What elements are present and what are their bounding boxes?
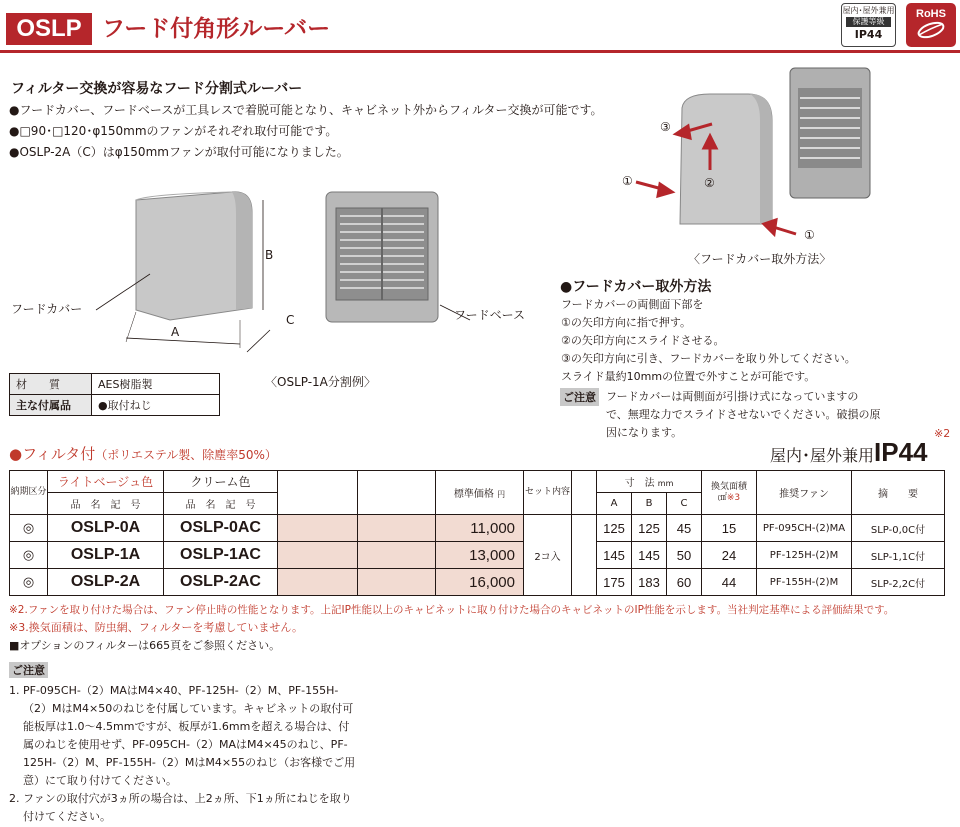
cell-beige-model: OSLP-2A bbox=[48, 569, 164, 596]
cell-blank bbox=[572, 515, 597, 596]
caution2-tag: ご注意 bbox=[9, 662, 48, 678]
label-hood-base: フードベース bbox=[454, 308, 526, 322]
th-price bbox=[436, 471, 524, 515]
cell-area: 44 bbox=[702, 569, 757, 596]
intro-bullet: ●フードカバー、フードベースが工具レスで着脱可能となり、キャビネット外からフィルター交換が可能です。 bbox=[9, 103, 603, 117]
product-figure bbox=[0, 170, 560, 370]
hood-cover-shape bbox=[136, 192, 252, 320]
cell-fan: PF-095CH-(2)MA bbox=[757, 515, 852, 542]
arrow3-label: ③ bbox=[660, 120, 671, 134]
th-b: B bbox=[632, 493, 667, 515]
removal-figure-caption: 〈フードカバー取外方法〉 bbox=[688, 252, 832, 266]
th-dims-label: 寸 法 bbox=[624, 478, 655, 489]
th-set: セット内容 bbox=[524, 471, 572, 515]
th-area-label: 換気面積 bbox=[710, 481, 747, 492]
cell-remark: SLP-0,0C付 bbox=[852, 515, 945, 542]
product-table bbox=[9, 470, 945, 596]
ip-badge-line2: 保護等級 bbox=[846, 17, 891, 27]
cell-remark: SLP-2,2C付 bbox=[852, 569, 945, 596]
cover-shape bbox=[680, 94, 772, 224]
th-dims-unit: mm bbox=[657, 479, 674, 488]
filter-head-sub: （ポリエステル製、除塵率50%） bbox=[95, 448, 277, 462]
cell-set: 2コ入 bbox=[524, 515, 572, 596]
caution2-line: 付けてください。 bbox=[23, 810, 111, 823]
leaf-icon bbox=[913, 20, 949, 40]
table-row bbox=[10, 542, 945, 569]
cell-delivery: ◎ bbox=[10, 515, 48, 542]
caution-text bbox=[606, 388, 891, 442]
rohs-badge bbox=[906, 3, 956, 47]
note-2: ※2.ファンを取り付けた場合は、ファン停止時の性能となります。上記IP性能以上のキャビネットに取り付けた場合のキャビネットのIP性能を示します。当社判定基準による評価結果です。 bbox=[9, 604, 895, 616]
cell-area: 24 bbox=[702, 542, 757, 569]
note-3: ※3.換気面積は、防虫網、フィルターを考慮していません。 bbox=[9, 621, 304, 634]
caution-line: で、無理な力でスライドさせないでください。破損の原 bbox=[606, 408, 881, 421]
removal-figure bbox=[600, 64, 960, 244]
cell-beige-model: OSLP-1A bbox=[48, 542, 164, 569]
accessory-value: ●取付ねじ bbox=[92, 395, 220, 416]
cell-blank bbox=[278, 515, 358, 542]
cell-area: 15 bbox=[702, 515, 757, 542]
th-model-beige: 品 名 記 号 bbox=[48, 493, 164, 515]
cell-cream-model: OSLP-2AC bbox=[164, 569, 278, 596]
filter-head-main: ●フィルタ付 bbox=[9, 445, 96, 463]
th-remark: 摘 要 bbox=[852, 471, 945, 515]
cell-delivery: ◎ bbox=[10, 569, 48, 596]
cell-price: 11,000 bbox=[436, 515, 524, 542]
removal-step: ①の矢印方向に指で押す。 bbox=[561, 316, 691, 329]
arrow1-left-label: ① bbox=[622, 174, 633, 188]
page-title: フード付角形ルーバー bbox=[102, 16, 331, 42]
removal-step: スライド量約10mmの位置で外すことが可能です。 bbox=[561, 370, 816, 383]
cell-a: 125 bbox=[597, 515, 632, 542]
th-a: A bbox=[597, 493, 632, 515]
filter-heading bbox=[9, 443, 277, 464]
ip-text: 屋内･屋外兼用 bbox=[770, 446, 875, 465]
arrow2-label: ② bbox=[704, 176, 715, 190]
dim-b-label: B bbox=[265, 248, 274, 262]
intro-bullets bbox=[9, 100, 603, 163]
material-value: AES樹脂製 bbox=[92, 374, 220, 395]
cell-blank bbox=[278, 542, 358, 569]
th-blank-2 bbox=[358, 471, 436, 515]
dim-c-label: C bbox=[286, 313, 295, 327]
caution2-line: 2. ファンの取付穴が3ヵ所の場合は、上2ヵ所、下1ヵ所にねじを取り bbox=[9, 792, 352, 805]
th-area-unit: ㎠ bbox=[717, 492, 727, 503]
cell-cream-model: OSLP-1AC bbox=[164, 542, 278, 569]
caution2-line: 能板厚は1.0～4.5mmですが、板厚が1.6mmを超える場合は、付 bbox=[23, 720, 350, 733]
ip-badge bbox=[841, 3, 896, 47]
th-blank-1 bbox=[278, 471, 358, 515]
cell-c: 50 bbox=[667, 542, 702, 569]
cell-blank bbox=[278, 569, 358, 596]
cell-blank bbox=[358, 569, 436, 596]
intro-bullet: ●□90･□120･φ150mmのファンがそれぞれ取付可能です。 bbox=[9, 124, 338, 138]
cell-delivery: ◎ bbox=[10, 542, 48, 569]
header-rule bbox=[0, 50, 960, 53]
removal-heading: ●フードカバー取外方法 bbox=[560, 279, 712, 295]
cell-price: 13,000 bbox=[436, 542, 524, 569]
caution2-list bbox=[9, 682, 355, 826]
series-code: OSLP bbox=[6, 13, 92, 45]
th-cream: クリーム色 bbox=[164, 471, 278, 493]
th-model-cream: 品 名 記 号 bbox=[164, 493, 278, 515]
dim-a-line bbox=[126, 338, 240, 344]
caution2-line: 1. PF-095CH-（2）MAはM4×40、PF-125H-（2）M、PF-155H- bbox=[9, 684, 339, 697]
cell-b: 145 bbox=[632, 542, 667, 569]
cell-fan: PF-125H-(2)M bbox=[757, 542, 852, 569]
caution2-line: 属のねじを使用せず、PF-095CH-（2）MAはM4×45のねじ、PF- bbox=[23, 738, 348, 751]
cell-blank bbox=[358, 542, 436, 569]
th-area-note: ※3 bbox=[726, 492, 741, 503]
cell-blank bbox=[358, 515, 436, 542]
caution-tag: ご注意 bbox=[560, 388, 599, 406]
note-option: ■オプションのフィルターは665頁をご参照ください。 bbox=[9, 639, 281, 652]
cell-b: 125 bbox=[632, 515, 667, 542]
spec-table bbox=[9, 373, 220, 416]
dim-a-label: A bbox=[171, 325, 180, 339]
cell-b: 183 bbox=[632, 569, 667, 596]
cell-cream-model: OSLP-0AC bbox=[164, 515, 278, 542]
rohs-label: RoHS bbox=[916, 8, 946, 20]
th-delivery: 納期区分 bbox=[10, 471, 48, 515]
ip-badge-line3: IP44 bbox=[854, 28, 883, 41]
cell-a: 145 bbox=[597, 542, 632, 569]
caution2-line: 125H-（2）M、PF-155H-（2）MはM4×55のねじ（お客様でご用 bbox=[23, 756, 356, 769]
caution2-line: 意）にて取り付けてください。 bbox=[23, 774, 177, 787]
intro-subtitle: フィルター交換が容易なフード分割式ルーバー bbox=[11, 81, 303, 97]
label-hood-cover: フードカバー bbox=[11, 302, 83, 316]
cell-price: 16,000 bbox=[436, 569, 524, 596]
ip-rating bbox=[770, 437, 928, 468]
th-area bbox=[702, 471, 757, 515]
th-blank-3 bbox=[572, 471, 597, 515]
caution2-line: （2）MはM4×50のねじを付属しています。キャビネットの取付可 bbox=[23, 702, 354, 715]
th-price-unit: 円 bbox=[497, 490, 506, 499]
table-row bbox=[10, 515, 945, 542]
arrow1-right-label: ① bbox=[804, 228, 815, 242]
material-label: 材 質 bbox=[10, 374, 92, 395]
cell-beige-model: OSLP-0A bbox=[48, 515, 164, 542]
ip-note-ref: ※2 bbox=[934, 427, 951, 440]
figure-caption: 〈OSLP-1A分割例〉 bbox=[265, 375, 376, 389]
ip-value: IP44 bbox=[874, 437, 928, 467]
table-row bbox=[10, 569, 945, 596]
notes bbox=[9, 601, 894, 655]
cell-c: 60 bbox=[667, 569, 702, 596]
th-dims bbox=[597, 471, 702, 493]
cell-a: 175 bbox=[597, 569, 632, 596]
th-price-label: 標準価格 bbox=[453, 489, 494, 500]
removal-step: ②の矢印方向にスライドさせる。 bbox=[561, 334, 725, 347]
removal-step: ③の矢印方向に引き、フードカバーを取り外してください。 bbox=[561, 352, 856, 365]
removal-step: フードカバーの両側面下部を bbox=[561, 298, 704, 311]
intro-bullet: ●OSLP-2A（C）はφ150mmファンが取付可能になりました。 bbox=[9, 145, 349, 159]
caution-line: 因になります。 bbox=[606, 426, 683, 439]
cell-remark: SLP-1,1C付 bbox=[852, 542, 945, 569]
caution-line: フードカバーは両側面が引掛け式になっていますの bbox=[606, 390, 859, 403]
removal-steps bbox=[561, 296, 856, 386]
dim-c-line bbox=[247, 330, 270, 352]
cell-c: 45 bbox=[667, 515, 702, 542]
cell-fan: PF-155H-(2)M bbox=[757, 569, 852, 596]
ip-badge-line1: 屋内･屋外兼用 bbox=[842, 6, 895, 15]
th-beige: ライトベージュ色 bbox=[48, 471, 164, 493]
th-fan: 推奨ファン bbox=[757, 471, 852, 515]
accessory-label: 主な付属品 bbox=[10, 395, 92, 416]
th-c: C bbox=[667, 493, 702, 515]
